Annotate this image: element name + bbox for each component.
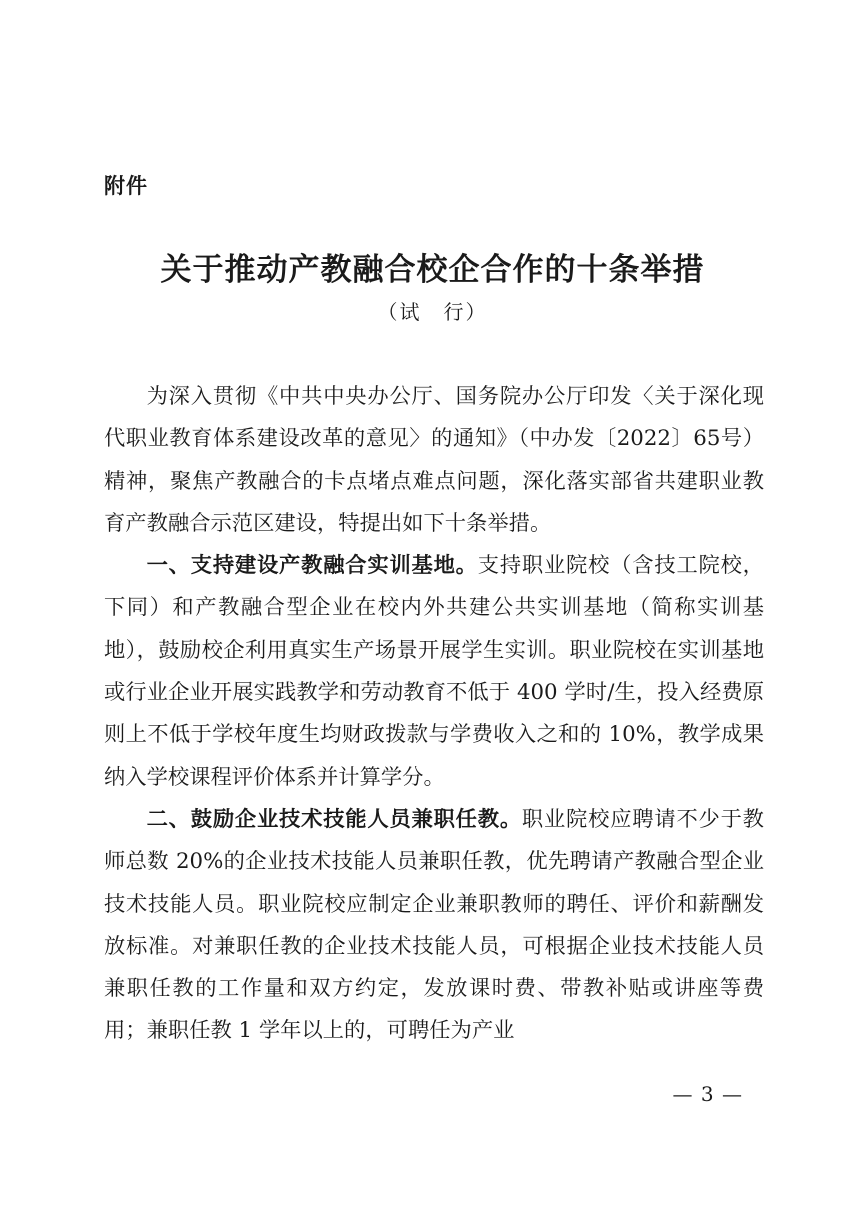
measure-text-1: 支持职业院校（含技工院校，下同）和产教融合型企业在校内外共建公共实训基地（简称实训基地），鼓励校企利用真实生产场景开展学生实训。职业院校在实训基地或行业企业开展实践教学和劳动教育不低于 400 学时/生，投入经费原则上不低于学校年度生均财政拨款与学费收入之和的 10%，教学成果纳入学校课程评价体系并计算学分。 [104, 553, 764, 790]
intro-paragraph [104, 376, 764, 545]
measure-heading-1: 一、支持建设产教融合实训基地。 [146, 553, 478, 579]
document-title: 关于推动产教融合校企合作的十条举措 [160, 252, 705, 288]
measure-paragraph-2 [104, 799, 764, 1053]
measure-heading-2: 二、鼓励企业技术技能人员兼职任教。 [146, 806, 522, 832]
document-body [104, 376, 764, 1053]
measure-paragraph-1 [104, 545, 764, 799]
intro-text: 为深入贯彻《中共中央办公厅、国务院办公厅印发〈关于深化现代职业教育体系建设改革的意见〉的通知》（中办发〔2022〕65号）精神，聚焦产教融合的卡点堵点难点问题，深化落实部省共建职业教育产教融合示范区建设，特提出如下十条举措。 [104, 384, 764, 536]
page-number: — 3 — [672, 1082, 743, 1106]
measure-text-2: 职业院校应聘请不少于教师总数 20%的企业技术技能人员兼职任教，优先聘请产教融合型企业技术技能人员。职业院校应制定企业兼职教师的聘任、评价和薪酬发放标准。对兼职任教的企业技术技能人员，可根据企业技术技能人员兼职任教的工作量和双方约定，发放课时费、带教补贴或讲座等费用；兼职任教 1 学年以上的，可聘任为产业 [104, 806, 764, 1044]
attachment-label: 附件 [104, 174, 148, 198]
document-subtitle: （试 行） [377, 300, 488, 324]
